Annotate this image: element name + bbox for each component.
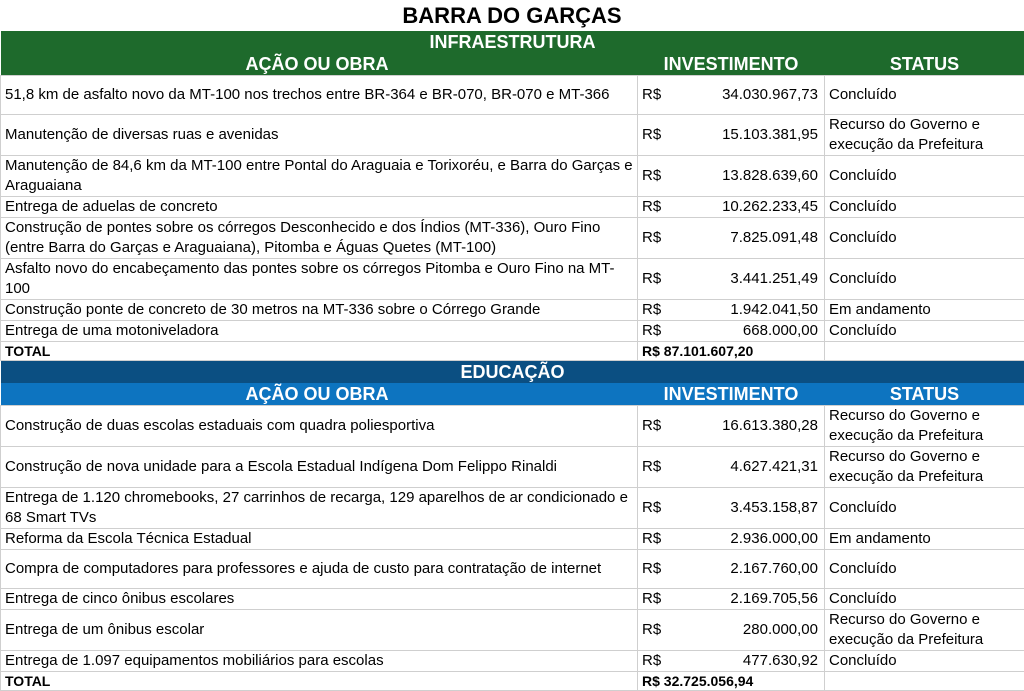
amount-cell: 16.613.380,28 (668, 406, 825, 447)
action-cell: Entrega de cinco ônibus escolares (1, 589, 638, 610)
total-value: R$ 32.725.056,94 (638, 672, 825, 691)
total-status-empty (825, 342, 1024, 361)
amount-cell: 15.103.381,95 (668, 115, 825, 156)
section-title: INFRAESTRUTURA (1, 31, 1024, 53)
currency-cell: R$ (638, 550, 668, 589)
table-row (1, 529, 1024, 550)
header-action: AÇÃO OU OBRA (1, 53, 638, 76)
table-row (1, 550, 1024, 589)
amount-cell: 13.828.639,60 (668, 156, 825, 197)
amount-cell: 7.825.091,48 (668, 218, 825, 259)
status-cell: Recurso do Governo e execução da Prefeitura (825, 447, 1024, 488)
currency-cell: R$ (638, 218, 668, 259)
currency-cell: R$ (638, 76, 668, 115)
table-body (1, 31, 1024, 691)
action-cell: 51,8 km de asfalto novo da MT-100 nos trechos entre BR-364 e BR-070, BR-070 e MT-366 (1, 76, 638, 115)
total-label: TOTAL (1, 672, 638, 691)
amount-cell: 3.441.251,49 (668, 259, 825, 300)
total-row (1, 342, 1024, 361)
status-cell: Em andamento (825, 300, 1024, 321)
table-row (1, 218, 1024, 259)
action-cell: Entrega de aduelas de concreto (1, 197, 638, 218)
amount-cell: 280.000,00 (668, 610, 825, 651)
table-row (1, 488, 1024, 529)
action-cell: Entrega de 1.097 equipamentos mobiliários para escolas (1, 651, 638, 672)
status-cell: Concluído (825, 550, 1024, 589)
amount-cell: 2.167.760,00 (668, 550, 825, 589)
action-cell: Construção de nova unidade para a Escola Estadual Indígena Dom Felippo Rinaldi (1, 447, 638, 488)
header-action: AÇÃO OU OBRA (1, 383, 638, 406)
amount-cell: 2.936.000,00 (668, 529, 825, 550)
currency-cell: R$ (638, 529, 668, 550)
currency-cell: R$ (638, 259, 668, 300)
amount-cell: 34.030.967,73 (668, 76, 825, 115)
currency-cell: R$ (638, 651, 668, 672)
table-row (1, 321, 1024, 342)
table-row (1, 589, 1024, 610)
investment-table (0, 31, 1024, 691)
total-value: R$ 87.101.607,20 (638, 342, 825, 361)
action-cell: Entrega de uma motoniveladora (1, 321, 638, 342)
header-investment: INVESTIMENTO (638, 53, 825, 76)
currency-cell: R$ (638, 447, 668, 488)
currency-cell: R$ (638, 300, 668, 321)
amount-cell: 3.453.158,87 (668, 488, 825, 529)
column-header-row (1, 383, 1024, 406)
table-row (1, 197, 1024, 218)
header-status: STATUS (825, 383, 1024, 406)
table-row (1, 115, 1024, 156)
status-cell: Concluído (825, 259, 1024, 300)
table-row (1, 610, 1024, 651)
status-cell: Concluído (825, 156, 1024, 197)
currency-cell: R$ (638, 488, 668, 529)
status-cell: Concluído (825, 589, 1024, 610)
table-row (1, 406, 1024, 447)
action-cell: Reforma da Escola Técnica Estadual (1, 529, 638, 550)
status-cell: Concluído (825, 197, 1024, 218)
column-header-row (1, 53, 1024, 76)
amount-cell: 4.627.421,31 (668, 447, 825, 488)
status-cell: Concluído (825, 218, 1024, 259)
table-row (1, 156, 1024, 197)
table-row (1, 300, 1024, 321)
action-cell: Construção de pontes sobre os córregos Desconhecido e dos Índios (MT-336), Ouro Fino (entre Barra do Garças e Araguaiana), Pitomba e Águas Quetes (MT-100) (1, 218, 638, 259)
table-row (1, 447, 1024, 488)
table-row (1, 76, 1024, 115)
action-cell: Manutenção de diversas ruas e avenidas (1, 115, 638, 156)
status-cell: Em andamento (825, 529, 1024, 550)
section-title-row (1, 361, 1024, 384)
total-label: TOTAL (1, 342, 638, 361)
currency-cell: R$ (638, 197, 668, 218)
action-cell: Entrega de um ônibus escolar (1, 610, 638, 651)
status-cell: Concluído (825, 488, 1024, 529)
table-row (1, 259, 1024, 300)
action-cell: Asfalto novo do encabeçamento das pontes sobre os córregos Pitomba e Ouro Fino na MT-100 (1, 259, 638, 300)
currency-cell: R$ (638, 156, 668, 197)
status-cell: Recurso do Governo e execução da Prefeitura (825, 406, 1024, 447)
action-cell: Construção ponte de concreto de 30 metros na MT-336 sobre o Córrego Grande (1, 300, 638, 321)
amount-cell: 2.169.705,56 (668, 589, 825, 610)
currency-cell: R$ (638, 610, 668, 651)
section-title-row (1, 31, 1024, 53)
action-cell: Manutenção de 84,6 km da MT-100 entre Pontal do Araguaia e Torixoréu, e Barra do Garças e Araguaiana (1, 156, 638, 197)
amount-cell: 10.262.233,45 (668, 197, 825, 218)
status-cell: Recurso do Governo e execução da Prefeitura (825, 610, 1024, 651)
status-cell: Concluído (825, 76, 1024, 115)
currency-cell: R$ (638, 115, 668, 156)
table-row (1, 651, 1024, 672)
header-status: STATUS (825, 53, 1024, 76)
section-title: EDUCAÇÃO (1, 361, 1024, 384)
status-cell: Concluído (825, 321, 1024, 342)
header-investment: INVESTIMENTO (638, 383, 825, 406)
currency-cell: R$ (638, 321, 668, 342)
status-cell: Concluído (825, 651, 1024, 672)
total-row (1, 672, 1024, 691)
page-title: BARRA DO GARÇAS (0, 0, 1024, 31)
amount-cell: 668.000,00 (668, 321, 825, 342)
action-cell: Entrega de 1.120 chromebooks, 27 carrinhos de recarga, 129 aparelhos de ar condicionado e 68 Smart TVs (1, 488, 638, 529)
amount-cell: 1.942.041,50 (668, 300, 825, 321)
currency-cell: R$ (638, 589, 668, 610)
amount-cell: 477.630,92 (668, 651, 825, 672)
action-cell: Compra de computadores para professores e ajuda de custo para contratação de internet (1, 550, 638, 589)
total-status-empty (825, 672, 1024, 691)
action-cell: Construção de duas escolas estaduais com quadra poliesportiva (1, 406, 638, 447)
currency-cell: R$ (638, 406, 668, 447)
status-cell: Recurso do Governo e execução da Prefeitura (825, 115, 1024, 156)
